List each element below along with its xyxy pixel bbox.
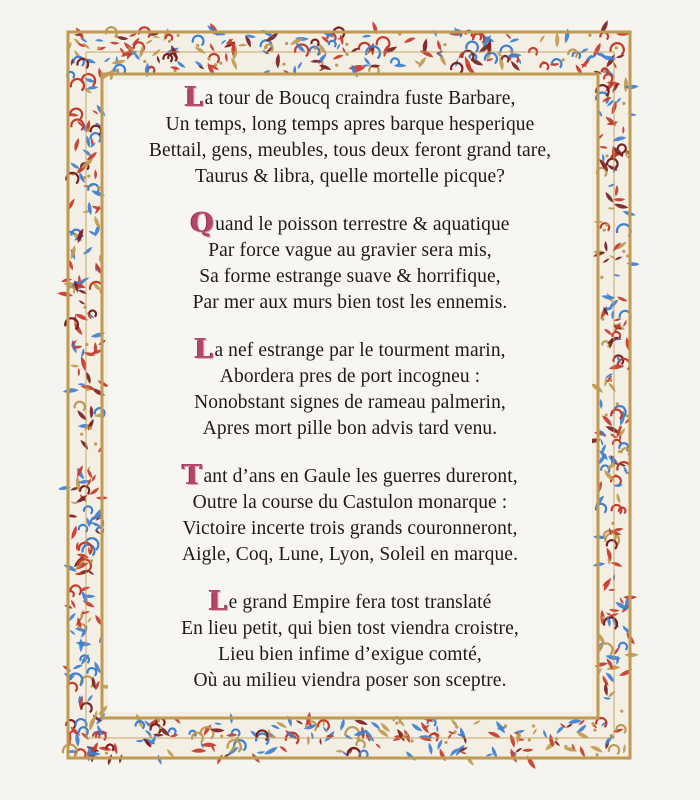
verse-text: Nonobstant signes de rameau palmerin, <box>194 392 506 413</box>
verse-line <box>108 516 592 542</box>
verse-line <box>108 138 592 164</box>
verse-text: Abordera pres de port incogneu : <box>219 366 481 387</box>
verse-text: Par force vague au gravier sera mis, <box>208 240 492 261</box>
verse-line <box>108 364 592 390</box>
illuminated-initial: T <box>182 460 203 491</box>
verse-text: a nef estrange par le tourment marin, <box>214 340 506 361</box>
stanza <box>108 208 592 316</box>
verse-line <box>108 390 592 416</box>
stanza <box>108 460 592 568</box>
verse-text: Par mer aux murs bien tost les ennemis. <box>192 292 508 313</box>
illuminated-initial: L <box>194 334 214 365</box>
illuminated-initial: L <box>208 586 228 617</box>
verse-text: Victoire incerte trois grands couronneront, <box>182 518 518 539</box>
verse-line <box>108 82 592 113</box>
verse-text: ant d’ans en Gaule les guerres dureront, <box>203 466 518 487</box>
verse-line <box>108 642 592 668</box>
verse-line <box>108 586 592 617</box>
verse-line <box>108 264 592 290</box>
stanza <box>108 586 592 694</box>
verse-text: uand le poisson terrestre & aquatique <box>215 214 510 235</box>
verse-text: Un temps, long temps apres barque hesperique <box>165 114 535 135</box>
illuminated-initial: Q <box>190 208 215 239</box>
verse-line <box>108 334 592 365</box>
verse-text: Lieu bien infime d’exigue comté, <box>218 644 482 665</box>
verse-text: Sa forme estrange suave & horrifique, <box>199 266 501 287</box>
verse-text: e grand Empire fera tost translaté <box>228 592 492 613</box>
verse-line <box>108 668 592 694</box>
verse-text: Apres mort pille bon advis tard venu. <box>202 418 498 439</box>
verse-text: Aigle, Coq, Lune, Lyon, Soleil en marque. <box>181 544 519 565</box>
verse-line <box>108 112 592 138</box>
verse-line <box>108 460 592 491</box>
verse-line <box>108 290 592 316</box>
verse-line <box>108 416 592 442</box>
illuminated-initial: L <box>184 82 204 113</box>
stanza <box>108 334 592 442</box>
verse-text: a tour de Boucq craindra fuste Barbare, <box>204 88 516 109</box>
verse-line <box>108 542 592 568</box>
verse-text: Outre la course du Castulon monarque : <box>192 492 508 513</box>
verse-text: Où au milieu viendra poser son sceptre. <box>193 670 507 691</box>
verse-line <box>108 208 592 239</box>
text-panel <box>108 80 592 712</box>
verse-text: Bettail, gens, meubles, tous deux feront grand tare, <box>148 140 552 161</box>
verse-line <box>108 616 592 642</box>
stanza <box>108 82 592 190</box>
verse-text: Taurus & libra, quelle mortelle picque? <box>194 166 506 187</box>
verse-line <box>108 490 592 516</box>
verse-line <box>108 164 592 190</box>
stanza-list <box>108 82 592 716</box>
verse-line <box>108 238 592 264</box>
verse-text: En lieu petit, qui bien tost viendra croistre, <box>181 618 519 639</box>
